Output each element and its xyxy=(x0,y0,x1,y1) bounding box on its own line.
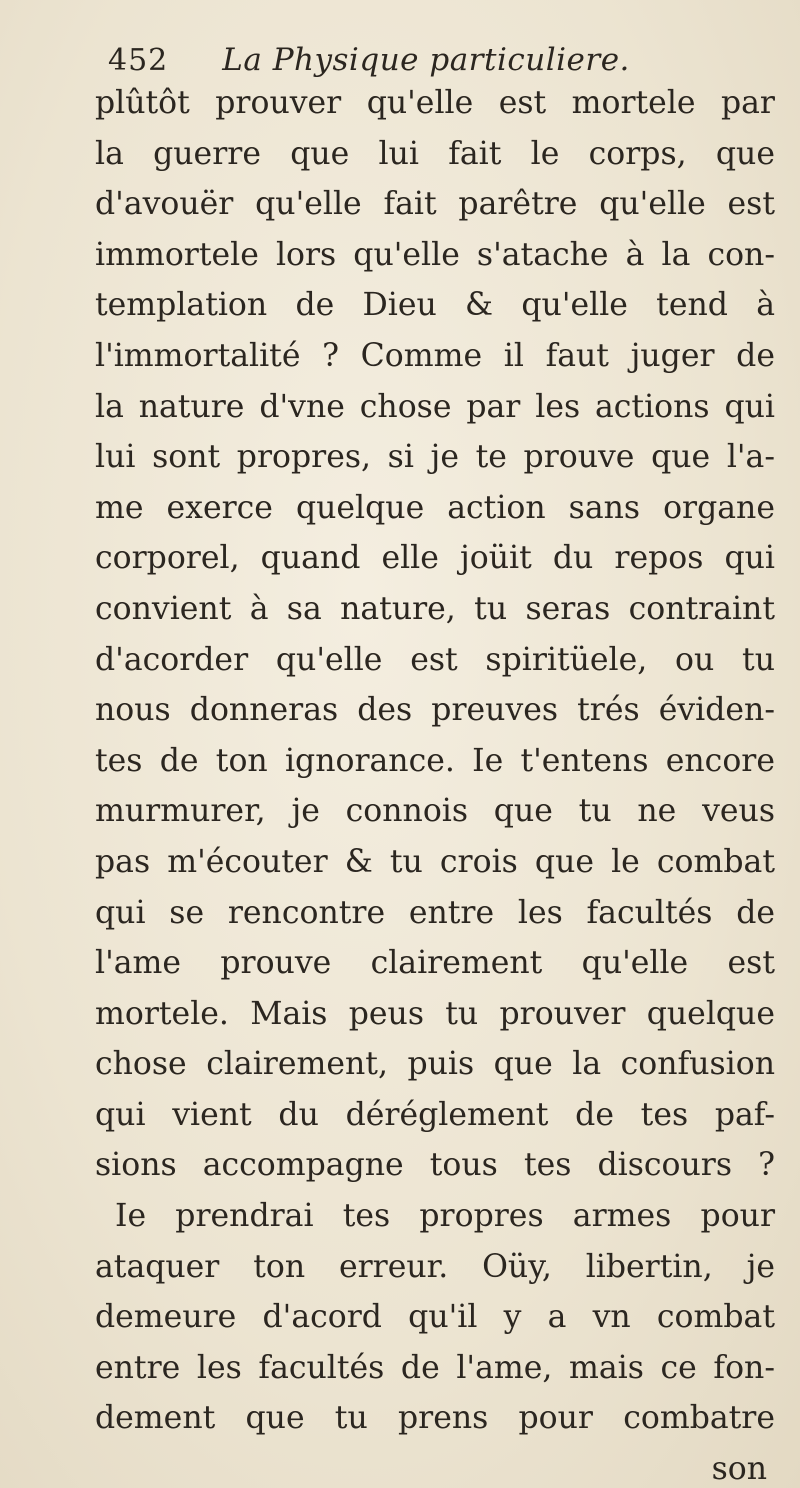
text-line: convient à sa nature, tu seras contraint xyxy=(95,590,775,627)
text-line: sions accompagne tous tes discours ? xyxy=(95,1147,775,1184)
text-line: d'acorder qu'elle est spiritüele, ou tu xyxy=(95,641,775,678)
text-line: immortele lors qu'elle s'atache à la con- xyxy=(95,236,775,273)
text-line: d'avouër qu'elle fait parêtre qu'elle est xyxy=(95,186,775,223)
text-line: chose clairement, puis que la confusion xyxy=(95,1046,775,1083)
catchword: son xyxy=(711,1451,767,1488)
text-line: murmurer, je connois que tu ne veus xyxy=(95,793,775,830)
text-line: corporel, quand elle joüit du repos qui xyxy=(95,540,775,577)
text-line: pas m'écouter & tu crois que le combat xyxy=(95,843,775,880)
running-title: La Physique particuliere. xyxy=(222,42,630,78)
text-line: nous donneras des preuves trés éviden- xyxy=(95,692,775,729)
text-line: l'immortalité ? Comme il faut juger de xyxy=(95,337,775,374)
text-line: Ie prendrai tes propres armes pour xyxy=(115,1198,775,1235)
text-line: demeure d'acord qu'il y a vn combat xyxy=(95,1299,775,1336)
page-number: 452 xyxy=(108,43,169,78)
text-line: ataquer ton erreur. Oüy, libertin, je xyxy=(95,1248,775,1285)
text-line: plûtôt prouver qu'elle est mortele par xyxy=(95,85,775,121)
text-line: la nature d'vne chose par les actions qui xyxy=(95,388,775,425)
text-line: dement que tu prens pour combatre xyxy=(95,1400,775,1437)
text-line: entre les facultés de l'ame, mais ce fon- xyxy=(95,1349,775,1386)
text-line: mortele. Mais peus tu prouver quelque xyxy=(95,995,775,1032)
text-line: templation de Dieu & qu'elle tend à xyxy=(95,287,775,324)
text-line: la guerre que lui fait le corps, que xyxy=(95,135,775,172)
text-line: qui se rencontre entre les facultés de xyxy=(95,894,775,931)
text-line: l'ame prouve clairement qu'elle est xyxy=(95,945,775,982)
text-line: qui vient du déréglement de tes paf- xyxy=(95,1096,775,1133)
text-line: me exerce quelque action sans organe xyxy=(95,489,775,526)
text-line: tes de ton ignorance. Ie t'entens encore xyxy=(95,742,775,779)
body-text xyxy=(95,78,775,1488)
text-line: lui sont propres, si je te prouve que l'a- xyxy=(95,439,775,476)
